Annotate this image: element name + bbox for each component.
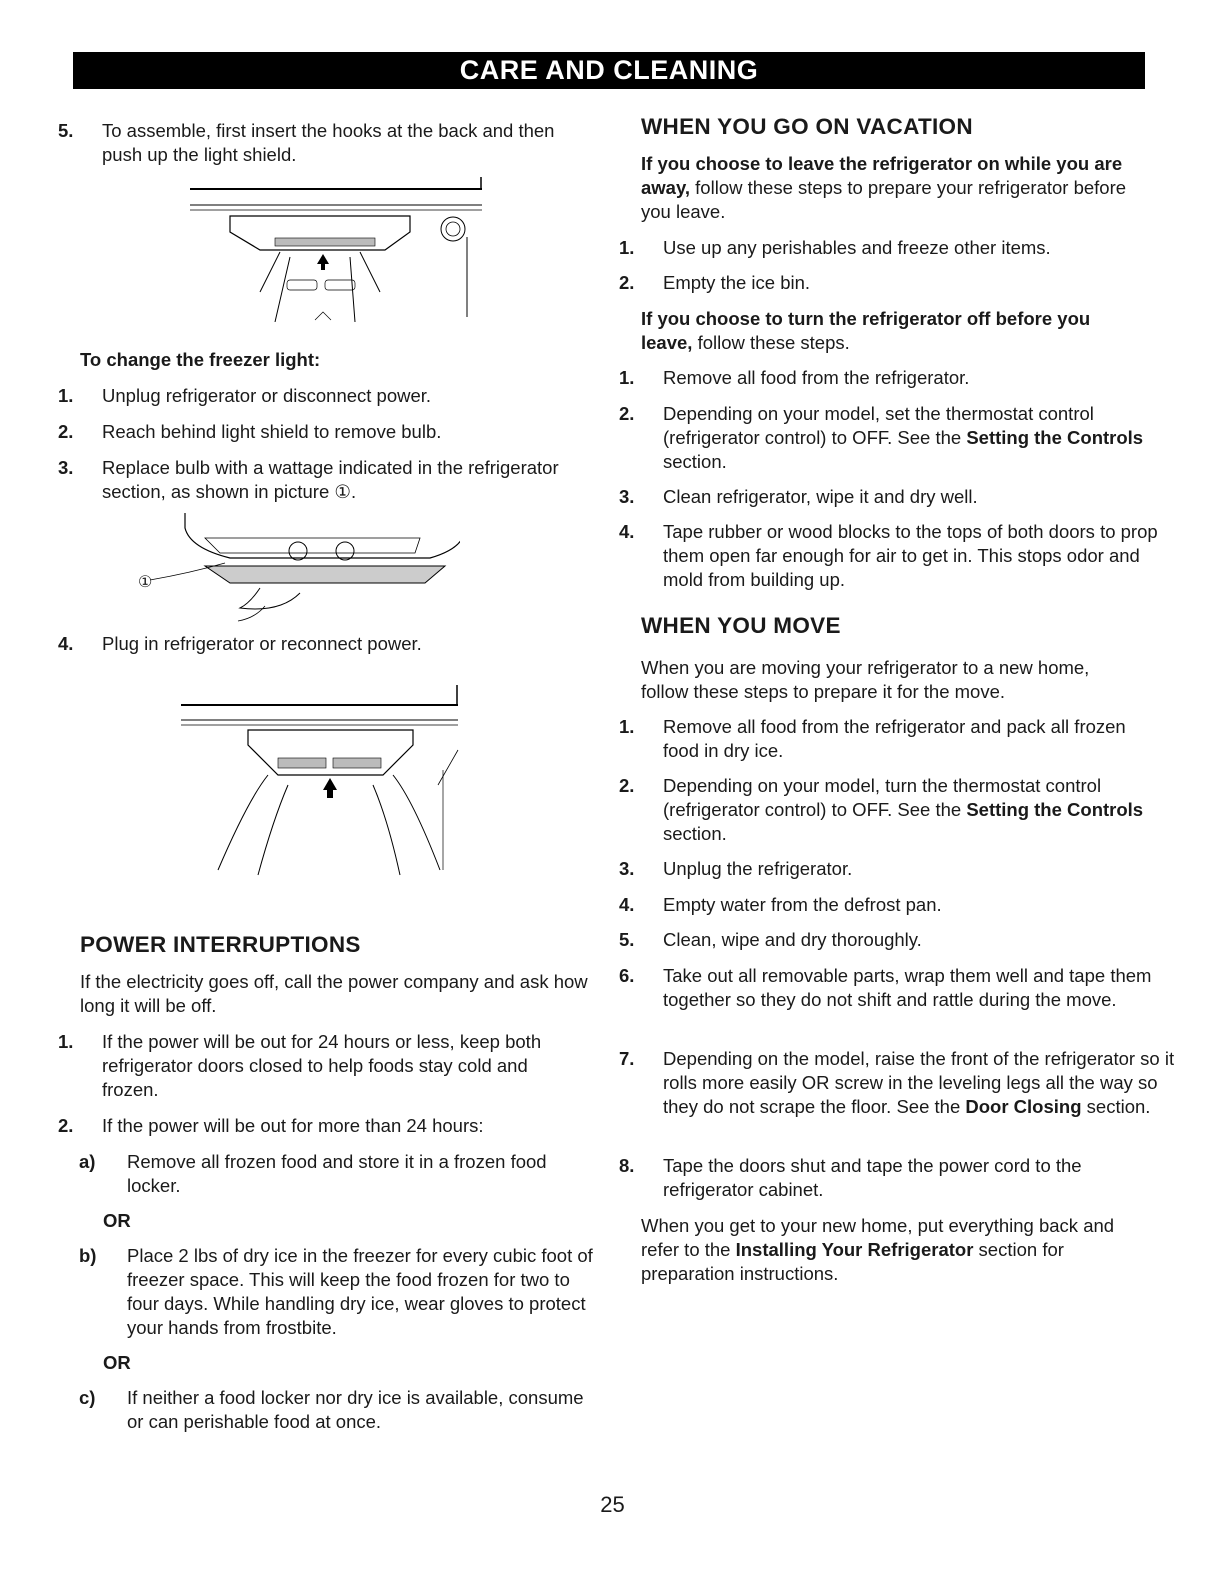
vacation-off-step-4: 4. Tape rubber or wood blocks to the tops of both doors to prop them open far enough for air to get in. This stops odor and mold from building up.: [619, 521, 1158, 590]
freezer-light-heading: To change the freezer light:: [80, 349, 321, 370]
move-outro: When you get to your new home, put everything back and refer to the Installing Your Refrigerator section for preparation instructions.: [641, 1215, 1115, 1284]
or-label-1: OR: [103, 1210, 131, 1231]
page-number: 25: [600, 1492, 625, 1517]
move-step-4: 4. Empty water from the defrost pan.: [619, 894, 942, 915]
freezer-step-1: 1. Unplug refrigerator or disconnect power.: [58, 385, 432, 406]
light-shield-push-figure: [178, 680, 468, 880]
vacation-on-step-1: 1. Use up any perishables and freeze other items.: [619, 237, 1051, 258]
power-step-1: 1. If the power will be out for 24 hours or less, keep both refrigerator doors closed to help foods stay cold and frozen.: [58, 1031, 542, 1100]
power-option-a: a) Remove all frozen food and store it in a frozen food locker.: [79, 1151, 547, 1196]
freezer-step-3: 3. Replace bulb with a wattage indicated in the refrigerator section, as shown in picture ①.: [58, 457, 559, 502]
power-interruptions-heading: POWER INTERRUPTIONS: [80, 932, 361, 957]
move-step-8: 8. Tape the doors shut and tape the power cord to the refrigerator cabinet.: [619, 1155, 1082, 1200]
vacation-on-intro: If you choose to leave the refrigerator on while you are away, follow these steps to prepare your refrigerator before you leave.: [641, 153, 1127, 222]
move-step-2: 2. Depending on your model, turn the thermostat control (refrigerator control) to OFF. See the Setting the Controls section.: [619, 775, 1144, 844]
move-step-1: 1. Remove all food from the refrigerator and pack all frozen food in dry ice.: [619, 716, 1126, 761]
step-text: To assemble, first insert the hooks at the back and then push up the light shield.: [102, 120, 555, 165]
move-intro: When you are moving your refrigerator to a new home, follow these steps to prepare it for the move.: [641, 657, 1090, 702]
step-number: 5.: [58, 120, 74, 141]
or-label-2: OR: [103, 1352, 131, 1373]
plug-in-step: 4. Plug in refrigerator or reconnect power.: [58, 633, 422, 654]
bulb-replacement-figure: [130, 508, 460, 628]
move-step-7: 7. Depending on the model, raise the front of the refrigerator so it rolls more easily OR screw in the leveling legs all the way so they do not scrape the floor. See the Door Closing section.: [619, 1048, 1175, 1117]
vacation-off-step-1: 1. Remove all food from the refrigerator.: [619, 367, 970, 388]
page-header-banner: CARE AND CLEANING: [73, 52, 1145, 89]
power-intro: If the electricity goes off, call the power company and ask how long it will be off.: [80, 971, 588, 1016]
power-step-2: 2. If the power will be out for more than 24 hours:: [58, 1115, 484, 1136]
move-step-3: 3. Unplug the refrigerator.: [619, 858, 853, 879]
light-shield-assembly-figure: [185, 172, 485, 322]
vacation-heading: WHEN YOU GO ON VACATION: [641, 114, 973, 139]
picture-callout: ①: [138, 574, 153, 591]
vacation-off-intro: If you choose to turn the refrigerator off before you leave, follow these steps.: [641, 308, 1091, 353]
freezer-step-2: 2. Reach behind light shield to remove bulb.: [58, 421, 442, 442]
move-heading: WHEN YOU MOVE: [641, 613, 841, 638]
move-step-6: 6. Take out all removable parts, wrap them well and tape them together so they do not shift and rattle during the move.: [619, 965, 1152, 1010]
power-option-b: b) Place 2 lbs of dry ice in the freezer for every cubic foot of freezer space. This will keep the food frozen for two to four days. While handling dry ice, wear gloves to protect your hands from frostbite.: [79, 1245, 593, 1338]
power-option-c: c) If neither a food locker nor dry ice is available, consume or can perishable food at once.: [79, 1387, 584, 1432]
vacation-on-step-2: 2. Empty the ice bin.: [619, 272, 811, 293]
vacation-off-step-2: 2. Depending on your model, set the thermostat control (refrigerator control) to OFF. See the Setting the Controls section.: [619, 403, 1144, 472]
assemble-step: [58, 119, 582, 167]
vacation-off-step-3: 3. Clean refrigerator, wipe it and dry well.: [619, 486, 978, 507]
move-step-5: 5. Clean, wipe and dry thoroughly.: [619, 929, 922, 950]
